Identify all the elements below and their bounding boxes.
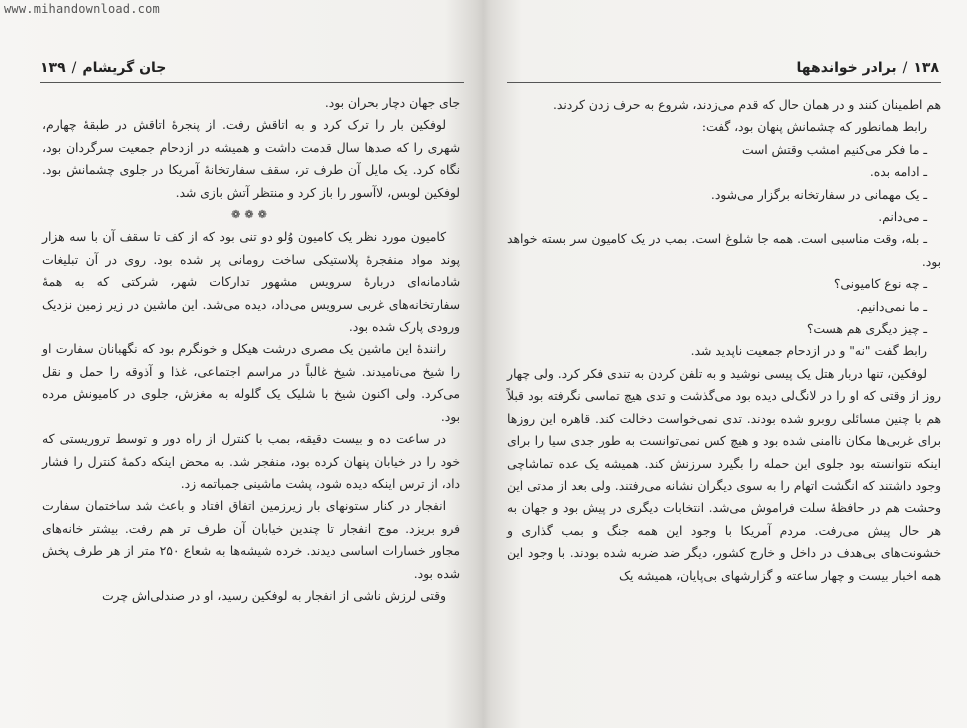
left-page-header [40, 56, 460, 80]
paragraph: رابط همانطور که چشمانش پنهان بود، گفت: [701, 120, 927, 135]
dialogue-line: ـ بله، وقت مناسبی است. همه جا شلوغ است. بمب در یک کامیون سر بسته خواهد بود. [507, 232, 941, 269]
paragraph: کامیون مورد نظر یک کامیون وُلو دو تنی بود که از کف تا سقف آن با سه هزار پوند مواد منفجرهٔ پلاستیکی ساخت رومانی پر شده بود. روی در آن تبلیغات شادمانه‌ای دربارهٔ سرویس مشهور تدارکات شهر، شرکتی که به همهٔ سفارتخانه‌های غربی سرویس می‌داد، دیده می‌شد. این ماشین در زیر زمین نزدیک ورودی پارک شده بود. [42, 230, 460, 335]
paragraph: جای جهان دچار بحران بود. [324, 96, 460, 110]
paragraph: رابط گفت "نه" و در ازدحام جمعیت ناپدید شد. [690, 344, 927, 359]
paragraph: لوفکین، تنها دربار هتل یک پیسی نوشید و به تلفن کردن به تندی فکر کرد. ولی چهار روز از وقتی که او را در لانگ‌لی دیده بود می‌گذشت و تدی هیچ تماسی نگرفته بود قبلاً هم با چنین مسائلی روبرو شده بودند. تدی نمی‌خواست دخالت کند. قاهره این روزها برای غربی‌ها مکان ناامنی شده بود و هیچ کس نمی‌توانست به طور جدی سیا را برای اینکه نتوانسته بود جلوی این حمله را بگیرد سرزنش کند. همیشه یک عده تماشاچی وجود داشتند که انگشت اتهام را به سوی دیگران نشانه می‌رفتند. ولی بعد از مدتی این وحشت هم در حافظهٔ سلت فراموش می‌شد. انتخابات دیگری در پیش بود و جهان به هر حال پیش می‌رفت. مردم آمریکا با وجود این همه جنگ و بمب گذاری و خشونت‌های بی‌هدف در داخل و خارج کشور، دیگر ضد ضربه شده بودند. با وجود این همه اخبار بیست و چهار ساعته و گزارشهای بی‌پایان، همیشه یک [507, 366, 941, 583]
dialogue-line: ـ ما فکر می‌کنیم امشب وقتش است [741, 142, 927, 157]
paragraph: وقتی لرزش ناشی از انفجار به لوفکین رسید، او در صندلی‌اش چرت [101, 588, 446, 603]
dialogue-line: ـ می‌دانم. [878, 210, 927, 225]
left-page-body [42, 92, 460, 607]
page-number: ۱۳۸ [913, 60, 939, 76]
dialogue-line: ـ ادامه بده. [869, 165, 927, 180]
dialogue-line: ـ یک مهمانی در سفارتخانه برگزار می‌شود. [710, 187, 927, 202]
paragraph: در ساعت ده و بیست دقیقه، بمب با کنترل از راه دور و توسط تروریستی که خود را در خیابان پنهان کرده بود، منفجر شد. به محض اینکه دکمهٔ کنترل را فشار داد، از ترس اینکه دیده شود، پشت ماشینی جمباتمه زد. [42, 432, 460, 491]
left-page [0, 0, 480, 728]
page-number: ۱۳۹ [40, 60, 66, 76]
running-title: جان گریشام [82, 60, 167, 76]
right-page [487, 0, 967, 728]
dialogue-line: ـ ما نمی‌دانیم. [856, 299, 927, 314]
header-separator: / [902, 60, 908, 76]
dialogue-line: ـ چیز دیگری هم هست؟ [806, 322, 927, 337]
watermark-url: www.mihandownload.com [4, 2, 160, 16]
paragraph: رانندهٔ این ماشین یک مصری درشت هیکل و خونگرم بود که نگهبانان سفارت او را شیخ می‌نامیدند. شیخ غالباً در مراسم اجتماعی، غذا و آذوقه را حمل و نقل می‌کرد. ولی اکنون شیخ با شلیک یک گلوله به مغزش، جلوی در کامیونش مرده بود. [42, 342, 460, 424]
paragraph: انفجار در کنار ستونهای بار زیرزمین اتفاق افتاد و باعث شد ساختمان سفارت فرو بریزد. موج انفجار تا چندین خیابان آن طرف تر هم رفت. بیشتر خانه‌های مجاور خسارات اساسی دیدند. خرده شیشه‌ها به شعاع ۲۵۰ متر از هر طرف پخش شده بود. [42, 499, 460, 581]
dialogue-line: ـ چه نوع کامیونی؟ [833, 277, 927, 292]
paragraph: هم اطمینان کنند و در همان حال که قدم می‌زدند، شروع به حرف زدن کردند. [553, 98, 941, 112]
right-page-body [507, 94, 941, 587]
header-separator: / [71, 60, 77, 76]
right-page-header [507, 56, 939, 80]
section-break-ornament: ❁❁❁ [231, 208, 271, 222]
header-rule [40, 82, 464, 83]
paragraph: لوفکین بار را ترک کرد و به اتاقش رفت. از پنجرهٔ اتاقش در طبقهٔ چهارم، شهری را که صدها سال قدمت داشت و همیشه در ازدحام جمعیت سرگردان بود، نگاه کرد. یک مایل آن طرف تر، سقف سفارتخانهٔ آمریکا در جلوی چشمانش بود. لوفکین لوبس، لاآسور را باز کرد و منتظر آتش بازی شد. [42, 118, 460, 200]
header-rule [507, 82, 941, 83]
running-title: برادر خواندهها [796, 60, 897, 76]
